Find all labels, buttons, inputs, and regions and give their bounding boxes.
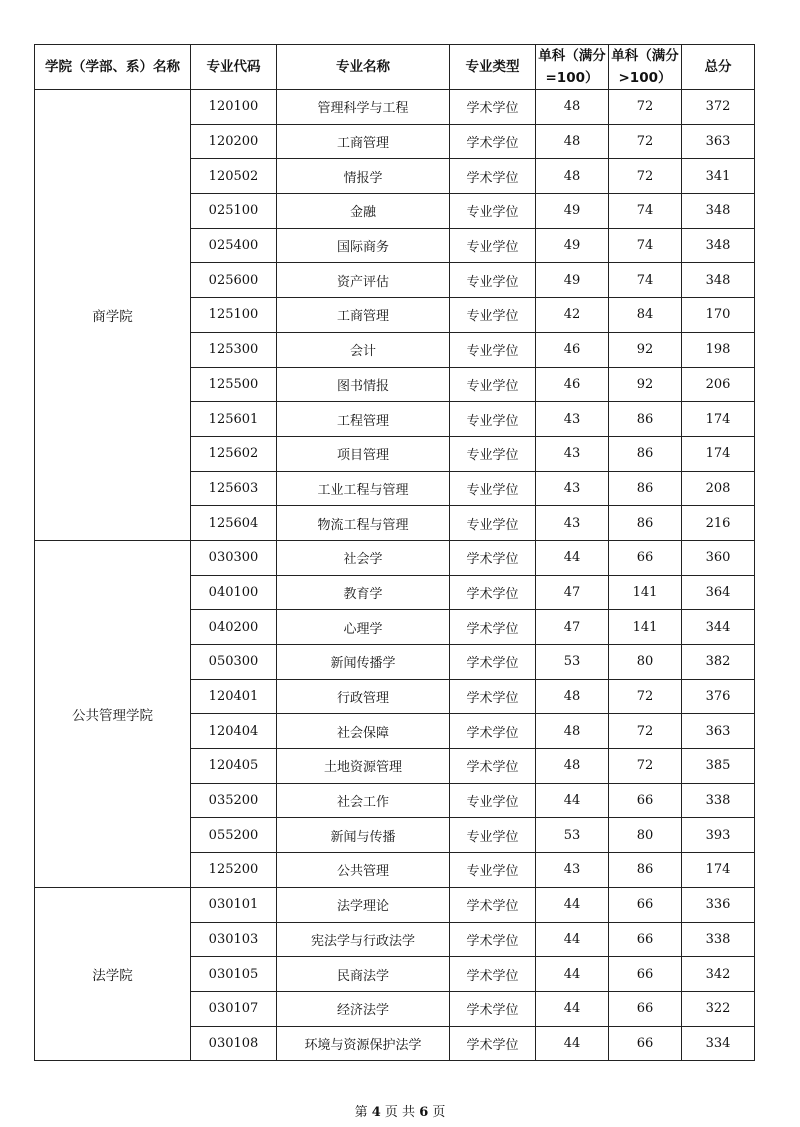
code-cell: 120502 (191, 159, 277, 194)
single-100-cell: 53 (536, 645, 609, 680)
type-cell: 学术学位 (450, 540, 536, 575)
name-cell: 工业工程与管理 (277, 471, 450, 506)
single-100-cell: 48 (536, 714, 609, 749)
single-100-cell: 48 (536, 90, 609, 125)
total-cell: 393 (682, 818, 755, 853)
name-cell: 项目管理 (277, 436, 450, 471)
code-cell: 120405 (191, 749, 277, 784)
type-cell: 学术学位 (450, 1026, 536, 1061)
total-cell: 170 (682, 298, 755, 333)
page-footer (0, 1101, 800, 1120)
code-cell: 035200 (191, 783, 277, 818)
name-cell: 工商管理 (277, 298, 450, 333)
type-cell: 专业学位 (450, 263, 536, 298)
code-cell: 030103 (191, 922, 277, 957)
table-row (35, 90, 755, 125)
code-cell: 125100 (191, 298, 277, 333)
total-cell: 198 (682, 332, 755, 367)
name-cell: 管理科学与工程 (277, 90, 450, 125)
total-cell: 174 (682, 853, 755, 888)
total-cell: 372 (682, 90, 755, 125)
name-cell: 物流工程与管理 (277, 506, 450, 541)
name-cell: 工程管理 (277, 402, 450, 437)
code-cell: 125601 (191, 402, 277, 437)
single-over-100-cell: 72 (609, 90, 682, 125)
type-cell: 专业学位 (450, 818, 536, 853)
single-over-100-cell: 66 (609, 922, 682, 957)
total-cell: 344 (682, 610, 755, 645)
footer-middle: 页 共 (384, 1105, 416, 1120)
single-100-cell: 48 (536, 124, 609, 159)
total-cell: 338 (682, 922, 755, 957)
type-cell: 专业学位 (450, 228, 536, 263)
type-cell: 学术学位 (450, 922, 536, 957)
name-cell: 环境与资源保护法学 (277, 1026, 450, 1061)
footer-total-pages: 6 (419, 1105, 429, 1120)
single-over-100-cell: 72 (609, 749, 682, 784)
code-cell: 125602 (191, 436, 277, 471)
name-cell: 资产评估 (277, 263, 450, 298)
name-cell: 国际商务 (277, 228, 450, 263)
total-cell: 174 (682, 436, 755, 471)
single-100-cell: 49 (536, 263, 609, 298)
total-cell: 206 (682, 367, 755, 402)
code-cell: 025600 (191, 263, 277, 298)
single-100-cell: 46 (536, 367, 609, 402)
total-cell: 363 (682, 124, 755, 159)
code-cell: 030300 (191, 540, 277, 575)
footer-suffix: 页 (432, 1105, 446, 1120)
single-100-cell: 43 (536, 402, 609, 437)
single-over-100-cell: 66 (609, 540, 682, 575)
type-cell: 学术学位 (450, 749, 536, 784)
total-cell: 334 (682, 1026, 755, 1061)
type-cell: 学术学位 (450, 679, 536, 714)
single-100-cell: 48 (536, 749, 609, 784)
code-cell: 040200 (191, 610, 277, 645)
code-cell: 125603 (191, 471, 277, 506)
code-cell: 120100 (191, 90, 277, 125)
total-cell: 338 (682, 783, 755, 818)
header-college: 学院（学部、系）名称 (35, 45, 191, 90)
single-100-cell: 48 (536, 159, 609, 194)
code-cell: 030108 (191, 1026, 277, 1061)
header-row (35, 45, 755, 90)
total-cell: 364 (682, 575, 755, 610)
single-over-100-cell: 86 (609, 853, 682, 888)
type-cell: 学术学位 (450, 124, 536, 159)
name-cell: 教育学 (277, 575, 450, 610)
name-cell: 行政管理 (277, 679, 450, 714)
total-cell: 208 (682, 471, 755, 506)
footer-page-number: 4 (371, 1105, 381, 1120)
total-cell: 322 (682, 991, 755, 1026)
single-over-100-cell: 66 (609, 991, 682, 1026)
code-cell: 125200 (191, 853, 277, 888)
table-body (35, 90, 755, 1061)
single-100-cell: 44 (536, 783, 609, 818)
name-cell: 社会工作 (277, 783, 450, 818)
college-cell: 公共管理学院 (35, 540, 191, 887)
total-cell: 342 (682, 957, 755, 992)
total-cell: 360 (682, 540, 755, 575)
name-cell: 社会学 (277, 540, 450, 575)
name-cell: 法学理论 (277, 887, 450, 922)
total-cell: 216 (682, 506, 755, 541)
name-cell: 社会保障 (277, 714, 450, 749)
single-100-cell: 47 (536, 610, 609, 645)
type-cell: 专业学位 (450, 298, 536, 333)
name-cell: 民商法学 (277, 957, 450, 992)
type-cell: 学术学位 (450, 991, 536, 1026)
single-100-cell: 49 (536, 228, 609, 263)
table-row (35, 887, 755, 922)
name-cell: 经济法学 (277, 991, 450, 1026)
footer-prefix: 第 (354, 1105, 368, 1120)
type-cell: 学术学位 (450, 645, 536, 680)
single-over-100-cell: 74 (609, 228, 682, 263)
code-cell: 030101 (191, 887, 277, 922)
single-over-100-cell: 80 (609, 818, 682, 853)
type-cell: 专业学位 (450, 402, 536, 437)
table-row (35, 540, 755, 575)
total-cell: 341 (682, 159, 755, 194)
type-cell: 学术学位 (450, 575, 536, 610)
single-over-100-cell: 84 (609, 298, 682, 333)
single-100-cell: 43 (536, 436, 609, 471)
single-100-cell: 44 (536, 922, 609, 957)
single-over-100-cell: 72 (609, 124, 682, 159)
single-over-100-cell: 66 (609, 783, 682, 818)
total-cell: 382 (682, 645, 755, 680)
single-100-cell: 43 (536, 471, 609, 506)
type-cell: 专业学位 (450, 436, 536, 471)
single-over-100-cell: 72 (609, 714, 682, 749)
type-cell: 学术学位 (450, 610, 536, 645)
single-100-cell: 47 (536, 575, 609, 610)
single-100-cell: 49 (536, 194, 609, 229)
code-cell: 125500 (191, 367, 277, 402)
single-100-cell: 44 (536, 1026, 609, 1061)
type-cell: 学术学位 (450, 957, 536, 992)
name-cell: 宪法学与行政法学 (277, 922, 450, 957)
header-code: 专业代码 (191, 45, 277, 90)
header-name: 专业名称 (277, 45, 450, 90)
code-cell: 120401 (191, 679, 277, 714)
single-over-100-cell: 72 (609, 159, 682, 194)
type-cell: 学术学位 (450, 90, 536, 125)
name-cell: 会计 (277, 332, 450, 367)
single-100-cell: 44 (536, 887, 609, 922)
type-cell: 专业学位 (450, 783, 536, 818)
total-cell: 174 (682, 402, 755, 437)
single-over-100-cell: 80 (609, 645, 682, 680)
single-over-100-cell: 86 (609, 436, 682, 471)
type-cell: 学术学位 (450, 714, 536, 749)
type-cell: 专业学位 (450, 332, 536, 367)
single-over-100-cell: 141 (609, 610, 682, 645)
header-total: 总分 (682, 45, 755, 90)
single-over-100-cell: 66 (609, 1026, 682, 1061)
total-cell: 363 (682, 714, 755, 749)
single-over-100-cell: 86 (609, 402, 682, 437)
code-cell: 025400 (191, 228, 277, 263)
single-100-cell: 42 (536, 298, 609, 333)
name-cell: 新闻与传播 (277, 818, 450, 853)
code-cell: 030107 (191, 991, 277, 1026)
code-cell: 030105 (191, 957, 277, 992)
name-cell: 工商管理 (277, 124, 450, 159)
single-over-100-cell: 72 (609, 679, 682, 714)
type-cell: 专业学位 (450, 367, 536, 402)
name-cell: 公共管理 (277, 853, 450, 888)
single-over-100-cell: 66 (609, 957, 682, 992)
type-cell: 专业学位 (450, 194, 536, 229)
name-cell: 金融 (277, 194, 450, 229)
code-cell: 025100 (191, 194, 277, 229)
total-cell: 336 (682, 887, 755, 922)
code-cell: 120200 (191, 124, 277, 159)
code-cell: 055200 (191, 818, 277, 853)
total-cell: 348 (682, 228, 755, 263)
single-over-100-cell: 141 (609, 575, 682, 610)
single-over-100-cell: 86 (609, 471, 682, 506)
type-cell: 专业学位 (450, 853, 536, 888)
single-over-100-cell: 86 (609, 506, 682, 541)
total-cell: 348 (682, 263, 755, 298)
code-cell: 050300 (191, 645, 277, 680)
single-100-cell: 46 (536, 332, 609, 367)
code-cell: 120404 (191, 714, 277, 749)
single-over-100-cell: 74 (609, 263, 682, 298)
college-cell: 商学院 (35, 90, 191, 541)
header-type: 专业类型 (450, 45, 536, 90)
college-cell: 法学院 (35, 887, 191, 1060)
name-cell: 心理学 (277, 610, 450, 645)
single-100-cell: 43 (536, 853, 609, 888)
type-cell: 学术学位 (450, 159, 536, 194)
name-cell: 情报学 (277, 159, 450, 194)
total-cell: 348 (682, 194, 755, 229)
single-100-cell: 53 (536, 818, 609, 853)
header-single-over-100: 单科（满分>100） (609, 45, 682, 90)
single-100-cell: 48 (536, 679, 609, 714)
score-table (34, 44, 755, 1061)
single-over-100-cell: 92 (609, 367, 682, 402)
header-single-100: 单科（满分=100） (536, 45, 609, 90)
code-cell: 125300 (191, 332, 277, 367)
name-cell: 土地资源管理 (277, 749, 450, 784)
type-cell: 专业学位 (450, 506, 536, 541)
single-100-cell: 44 (536, 957, 609, 992)
single-over-100-cell: 92 (609, 332, 682, 367)
single-100-cell: 43 (536, 506, 609, 541)
name-cell: 新闻传播学 (277, 645, 450, 680)
single-100-cell: 44 (536, 540, 609, 575)
total-cell: 385 (682, 749, 755, 784)
single-over-100-cell: 74 (609, 194, 682, 229)
single-over-100-cell: 66 (609, 887, 682, 922)
name-cell: 图书情报 (277, 367, 450, 402)
total-cell: 376 (682, 679, 755, 714)
type-cell: 学术学位 (450, 887, 536, 922)
type-cell: 专业学位 (450, 471, 536, 506)
code-cell: 125604 (191, 506, 277, 541)
code-cell: 040100 (191, 575, 277, 610)
single-100-cell: 44 (536, 991, 609, 1026)
